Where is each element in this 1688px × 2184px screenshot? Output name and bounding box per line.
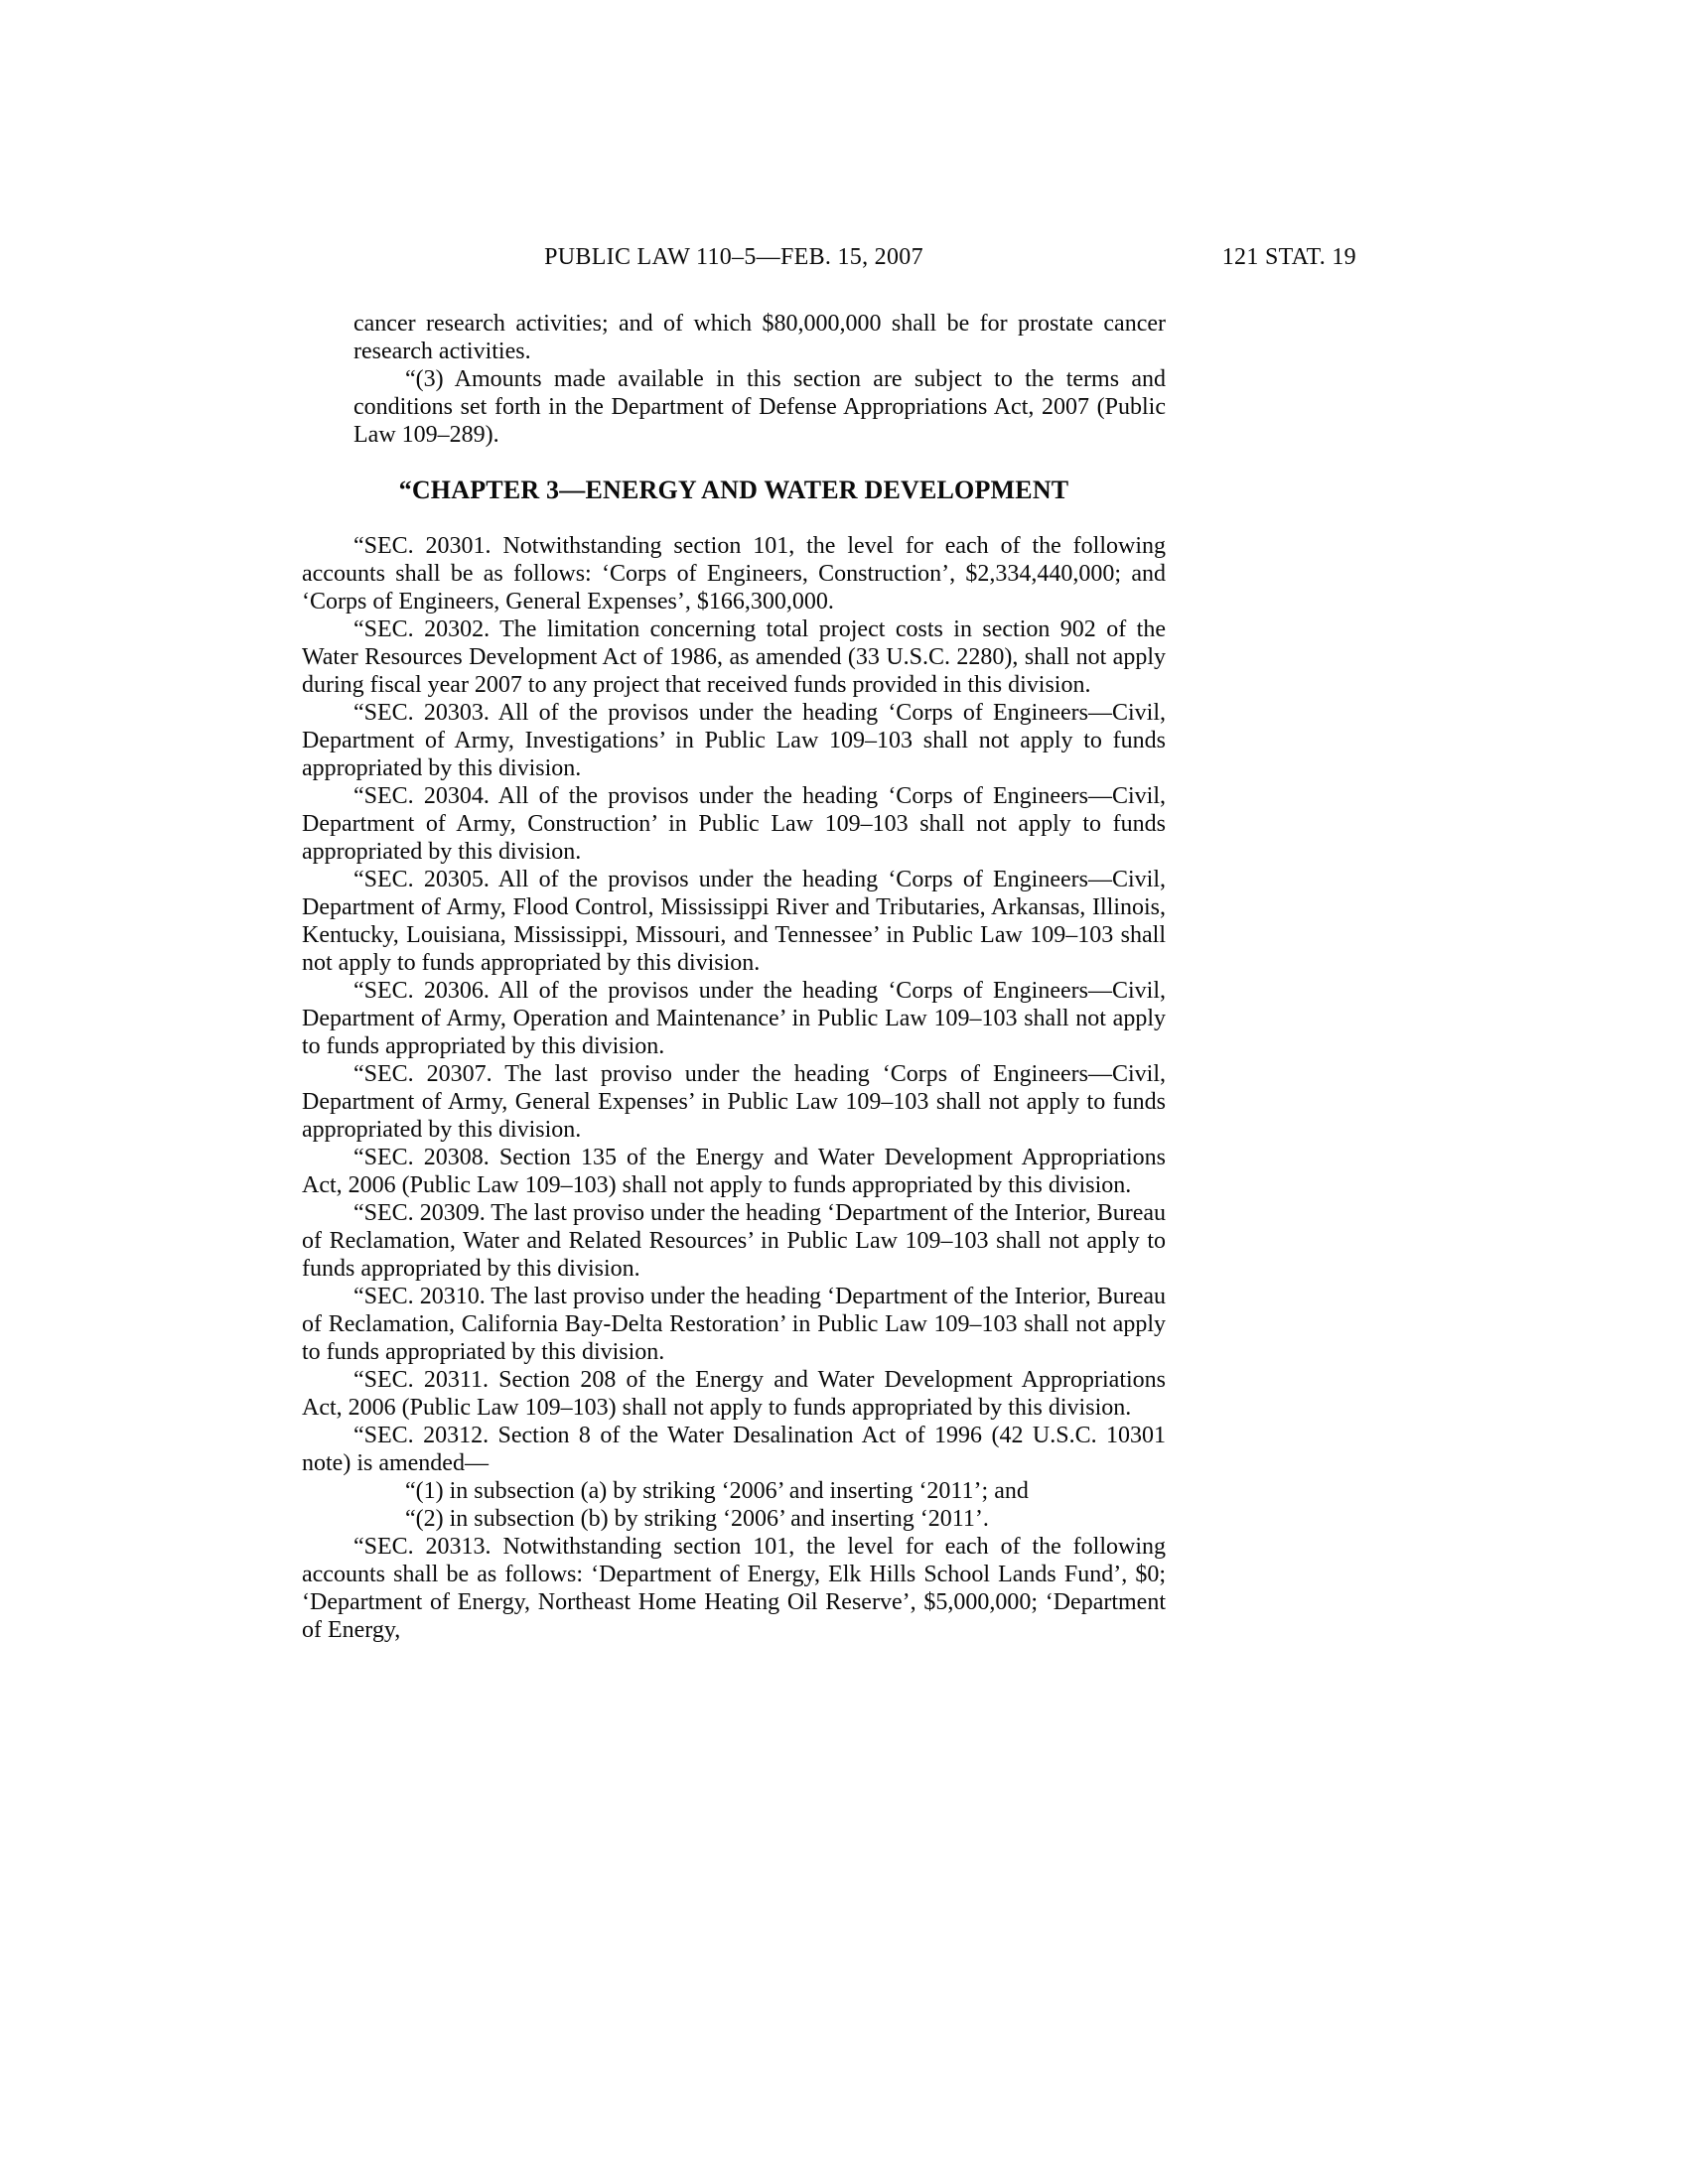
paragraph: “SEC. 20311. Section 208 of the Energy and Water Development Appropriations Act, 2006 (Public Law 109–103) shall not apply to funds appropriated by this division. — [302, 1367, 1166, 1421]
paragraph: cancer research activities; and of which $80,000,000 shall be for prostate cancer research activities. — [353, 311, 1166, 364]
page-header — [302, 244, 1356, 276]
paragraph: “(1) in subsection (a) by striking ‘2006’ and inserting ‘2011’; and — [405, 1478, 1029, 1504]
paragraph: “SEC. 20313. Notwithstanding section 101, the level for each of the following accounts shall be as follows: ‘Department of Energy, Elk Hills School Lands Fund’, $0; ‘Department of Energy, Northeast Home Heating Oil Reserve’, $5,000,000; ‘Department of Energy, — [302, 1534, 1166, 1643]
paragraph: “(2) in subsection (b) by striking ‘2006’ and inserting ‘2011’. — [405, 1506, 989, 1532]
paragraph: “SEC. 20312. Section 8 of the Water Desalination Act of 1996 (42 U.S.C. 10301 note) is amended— — [302, 1423, 1166, 1476]
paragraph: “SEC. 20305. All of the provisos under the heading ‘Corps of Engineers—Civil, Department of Army, Flood Control, Mississippi River and Tributaries, Arkansas, Illinois, Kentucky, Louisiana, Mississippi, Missouri, and Tennessee’ in Public Law 109–103 shall not apply to funds appropriated by this division. — [302, 867, 1166, 976]
paragraph: “(3) Amounts made available in this section are subject to the terms and conditions set forth in the Department of Defense Appropriations Act, 2007 (Public Law 109–289). — [353, 366, 1166, 448]
document-body — [302, 310, 1166, 1644]
paragraph: “SEC. 20304. All of the provisos under the heading ‘Corps of Engineers—Civil, Department of Army, Construction’ in Public Law 109–103 shall not apply to funds appropriated by this division. — [302, 783, 1166, 865]
paragraph: “SEC. 20301. Notwithstanding section 101, the level for each of the following accounts shall be as follows: ‘Corps of Engineers, Construction’, $2,334,440,000; and ‘Corps of Engineers, General Expenses’, $166,300,000. — [302, 533, 1166, 614]
law-title: PUBLIC LAW 110–5—FEB. 15, 2007 — [544, 244, 923, 270]
paragraph: “SEC. 20307. The last proviso under the heading ‘Corps of Engineers—Civil, Department of Army, General Expenses’ in Public Law 109–103 shall not apply to funds appropriated by this division. — [302, 1061, 1166, 1143]
chapter-heading: “CHAPTER 3—ENERGY AND WATER DEVELOPMENT — [398, 476, 1069, 504]
paragraph: “SEC. 20306. All of the provisos under the heading ‘Corps of Engineers—Civil, Department of Army, Operation and Maintenance’ in Public Law 109–103 shall not apply to funds appropriated by this division. — [302, 978, 1166, 1059]
paragraph: “SEC. 20302. The limitation concerning total project costs in section 902 of the Water Resources Development Act of 1986, as amended (33 U.S.C. 2280), shall not apply during fiscal year 2007 to any project that received funds provided in this division. — [302, 616, 1166, 698]
stat-page-number: 121 STAT. 19 — [1221, 244, 1356, 270]
paragraph: “SEC. 20303. All of the provisos under the heading ‘Corps of Engineers—Civil, Department of Army, Investigations’ in Public Law 109–103 shall not apply to funds appropriated by this division. — [302, 700, 1166, 781]
paragraph: “SEC. 20308. Section 135 of the Energy and Water Development Appropriations Act, 2006 (Public Law 109–103) shall not apply to funds appropriated by this division. — [302, 1145, 1166, 1198]
paragraph: “SEC. 20310. The last proviso under the heading ‘Department of the Interior, Bureau of Reclamation, California Bay-Delta Restoration’ in Public Law 109–103 shall not apply to funds appropriated by this division. — [302, 1284, 1166, 1365]
paragraph: “SEC. 20309. The last proviso under the heading ‘Department of the Interior, Bureau of Reclamation, Water and Related Resources’ in Public Law 109–103 shall not apply to funds appropriated by this division. — [302, 1200, 1166, 1282]
